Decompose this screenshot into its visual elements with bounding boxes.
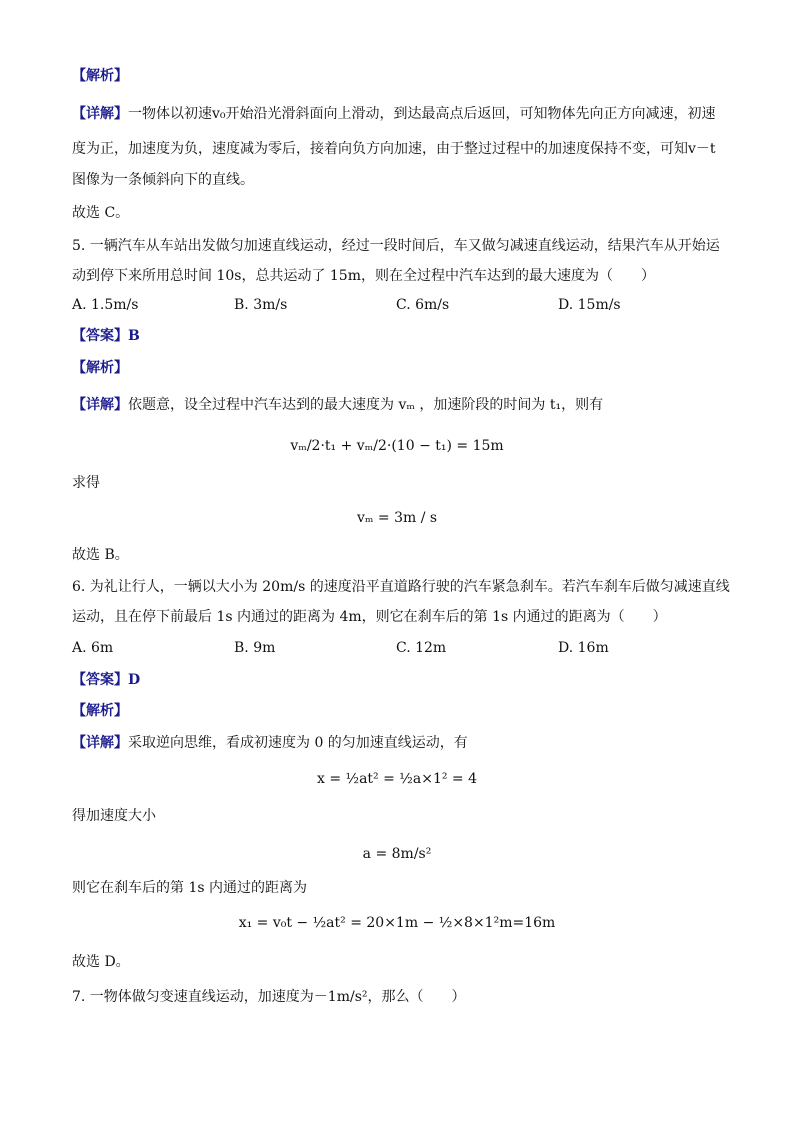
q6-option-c: C. 12m <box>396 640 447 656</box>
q6-equation-2: a = 8m/s² <box>362 846 432 862</box>
q6-choose: 故选 D。 <box>72 954 130 970</box>
q4-detail-line-3: 图像为一条倾斜向下的直线。 <box>72 172 254 188</box>
q4-detail-line-2: 度为正，加速度为负，速度减为零后，接着向负方向加速，由于整过过程中的加速度保持不变，可知v－t <box>72 141 716 157</box>
q5-option-a: A. 1.5m/s <box>72 297 139 313</box>
q4-analysis-tag: 【解析】 <box>72 68 128 84</box>
q5-detail-line-1: 【详解】依题意，设全过程中汽车达到的最大速度为 vₘ ，加速阶段的时间为 t₁，则有 <box>72 397 604 413</box>
q6-stem-line-2: 运动，且在停下前最后 1s 内通过的距离为 4m，则它在刹车后的第 1s 内通过的距离为（ ） <box>72 609 667 625</box>
q5-option-c: C. 6m/s <box>396 297 450 313</box>
q6-equation-3: x₁ = v₀t − ½at² = 20×1m − ½×8×1²m=16m <box>238 915 556 931</box>
q6-equation-1: x = ½at² = ½a×1² = 4 <box>316 771 477 787</box>
q6-option-d: D. 16m <box>558 640 609 656</box>
q5-equation-1: vₘ/2·t₁ + vₘ/2·(10 − t₁) = 15m <box>290 438 504 454</box>
q6-stem-line-1: 6. 为礼让行人，一辆以大小为 20m/s 的速度沿平直道路行驶的汽车紧急刹车。若汽车刹车后做匀减速直线 <box>72 579 730 595</box>
q4-detail-line-1: 【详解】一物体以初速v₀开始沿光滑斜面向上滑动，到达最高点后返回，可知物体先向正方向减速，初速 <box>72 106 716 122</box>
q6-analysis-tag: 【解析】 <box>72 703 128 719</box>
q5-choose: 故选 B。 <box>72 547 129 563</box>
q5-answer: 【答案】B <box>72 328 140 344</box>
q5-stem-line-2: 动到停下来所用总时间 10s，总共运动了 15m，则在全过程中汽车达到的最大速度为（ ） <box>72 268 655 284</box>
q5-stem-line-1: 5. 一辆汽车从车站出发做匀加速直线运动，经过一段时间后，车又做匀减速直线运动，结果汽车从开始运 <box>72 238 720 254</box>
q7-stem-line-1: 7. 一物体做匀变速直线运动，加速度为－1m/s²，那么（ ） <box>72 989 466 1005</box>
q6-option-a: A. 6m <box>72 640 114 656</box>
q5-analysis-tag: 【解析】 <box>72 360 128 376</box>
q5-equation-2: vₘ = 3m / s <box>356 510 438 526</box>
q6-get-acceleration: 得加速度大小 <box>72 808 156 824</box>
q4-choose: 故选 C。 <box>72 205 130 221</box>
q5-option-b: B. 3m/s <box>234 297 288 313</box>
q5-option-d: D. 15m/s <box>558 297 621 313</box>
q6-detail-line-1: 【详解】采取逆向思维，看成初速度为 0 的匀加速直线运动，有 <box>72 735 468 751</box>
q6-then: 则它在刹车后的第 1s 内通过的距离为 <box>72 880 307 896</box>
q6-answer: 【答案】D <box>72 672 141 688</box>
q5-solve: 求得 <box>72 475 100 491</box>
q6-option-b: B. 9m <box>234 640 276 656</box>
